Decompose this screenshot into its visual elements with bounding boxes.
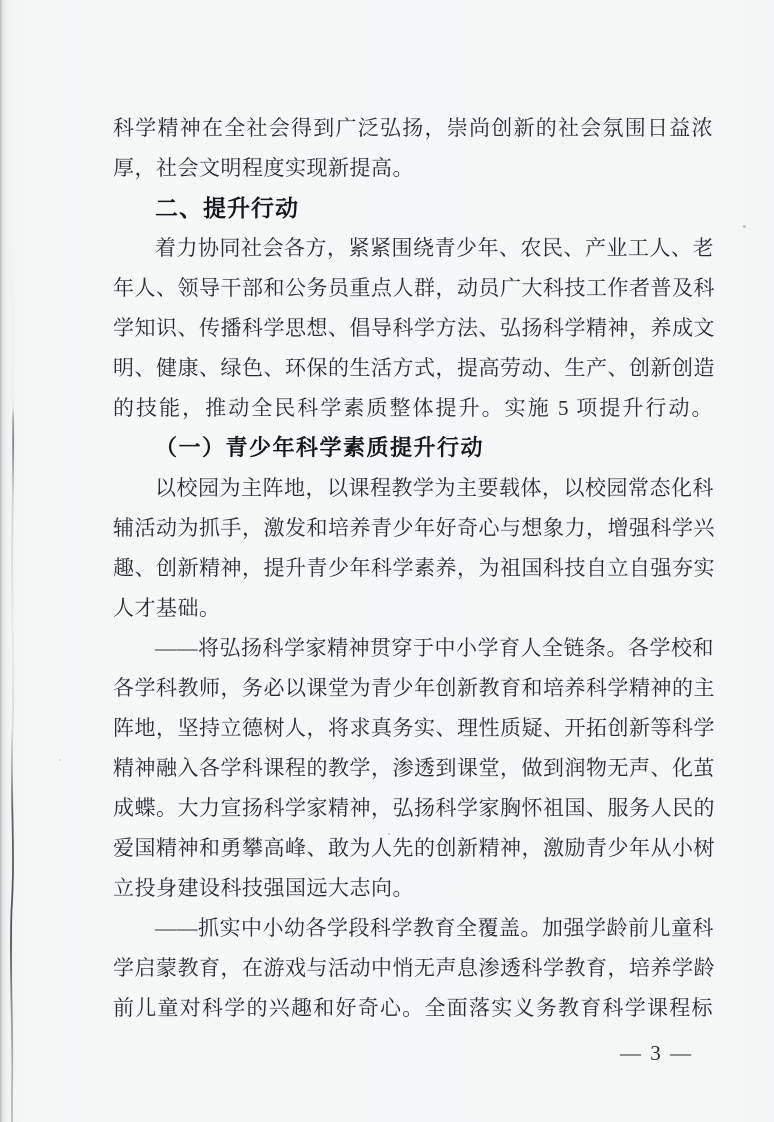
- scan-crease-line: [0, 0, 30, 1122]
- section-heading2: （一）青少年科学素质提升行动: [155, 435, 485, 460]
- text-line: 明、健康、绿色、环保的生活方式，提高劳动、生产、创新创造: [113, 356, 715, 380]
- text-line: 精神融入各学科课程的教学，渗透到课堂，做到润物无声、化茧: [113, 756, 715, 780]
- text-line: 趣、创新精神，提升青少年科学素养，为祖国科技自立自强夯实: [113, 556, 715, 580]
- text-line: 各学科教师，务必以课堂为青少年创新教育和培养科学精神的主: [113, 676, 715, 700]
- text-line: 年人、领导干部和公务员重点人群，动员广大科技工作者普及科: [113, 276, 715, 300]
- section-heading1: 二、提升行动: [155, 195, 299, 221]
- text-line: 学知识、传播科学思想、倡导科学方法、弘扬科学精神，养成文: [113, 316, 715, 340]
- page-number: — 3 —: [620, 1041, 693, 1065]
- text-line: 成蝶。大力宣扬科学家精神，弘扬科学家胸怀祖国、服务人民的: [113, 796, 715, 820]
- text-line: 厚，社会文明程度实现新提高。: [113, 156, 414, 180]
- text-line: 科学精神在全社会得到广泛弘扬，崇尚创新的社会氛围日益浓: [113, 116, 713, 140]
- text-line: 着力协同社会各方，紧紧围绕青少年、农民、产业工人、老: [155, 236, 714, 260]
- text-block: [113, 108, 713, 1028]
- text-line: 阵地，坚持立德树人，将求真务实、理性质疑、开拓创新等科学: [113, 716, 715, 740]
- text-line: 辅活动为抓手，激发和培养青少年好奇心与想象力，增强科学兴: [113, 516, 715, 540]
- scan-speck: [59, 759, 61, 761]
- text-line: 前儿童对科学的兴趣和好奇心。全面落实义务教育科学课程标: [113, 996, 713, 1020]
- text-line: 人才基础。: [113, 596, 221, 620]
- text-line: ——将弘扬科学家精神贯穿于中小学育人全链条。各学校和: [155, 636, 714, 660]
- text-line: 立投身建设科技强国远大志向。: [113, 876, 414, 900]
- text-line: 以校园为主阵地，以课程教学为主要载体，以校园常态化科: [155, 476, 714, 500]
- text-line: 爱国精神和勇攀高峰、敢为人先的创新精神，激励青少年从小树: [113, 836, 715, 860]
- text-line: ——抓实中小幼各学段科学教育全覆盖。加强学龄前儿童科: [155, 916, 714, 940]
- text-line: 学启蒙教育，在游戏与活动中悄无声息渗透科学教育，培养学龄: [113, 956, 715, 980]
- text-line: 的技能，推动全民科学素质整体提升。实施 5 项提升行动。: [113, 396, 713, 420]
- scan-speck: [743, 225, 746, 228]
